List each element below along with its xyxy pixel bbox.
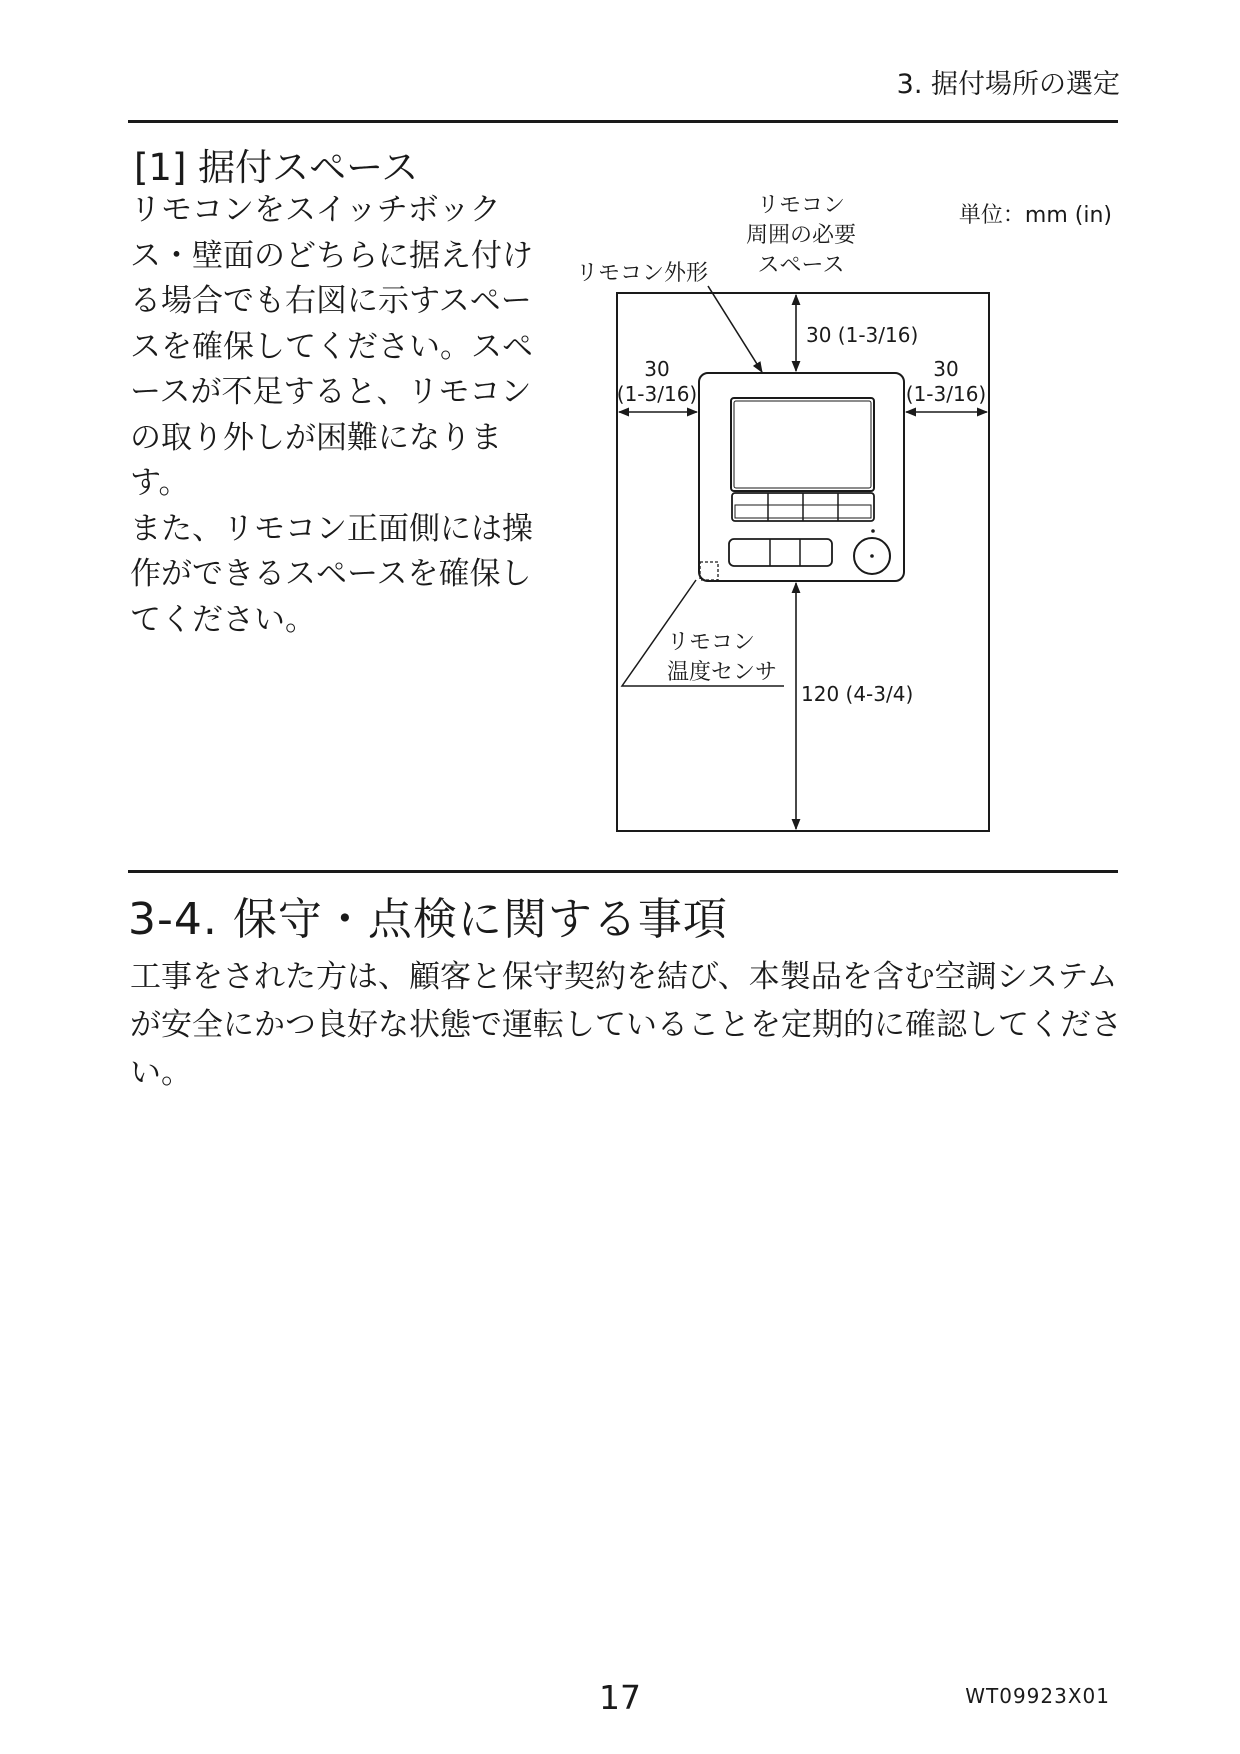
page-number: 17	[599, 1678, 641, 1717]
sensor-label-1: リモコン	[667, 630, 756, 655]
running-header: 3. 据付場所の選定	[896, 69, 1120, 100]
outline-label: リモコン外形	[576, 261, 709, 286]
remote-controller	[699, 373, 904, 581]
maintenance-body: 工事をされた方は、顧客と保守契約を結び、本製品を含む空調システムが安全にかつ良好な状態で運転していることを定期的に確認してください。	[130, 959, 1122, 1091]
install-space-paragraph-2: また、リモコン正面側には操作ができるスペースを確保してください。	[130, 510, 533, 638]
operation-lamp	[871, 529, 875, 533]
required-space-label-2: 周囲の必要	[745, 223, 857, 248]
top-clearance-label: 30 (1-3/16)	[806, 323, 919, 347]
left-clearance-label-2: (1-3/16)	[616, 382, 698, 406]
document-code: WT09923X01	[965, 1684, 1110, 1708]
install-space-paragraph-1: リモコンをスイッチボックス・壁面のどちらに据え付ける場合でも右図に示すスペースを確保してください。スペースが不足すると、リモコンの取り外しが困難になります。	[130, 192, 533, 501]
install-space-heading: [1] 据付スペース	[134, 146, 419, 189]
header-rule	[128, 120, 1118, 123]
clearance-diagram	[560, 185, 1120, 845]
bottom-clearance-label: 120 (4-3/4)	[801, 682, 914, 706]
outline-leader	[708, 286, 762, 372]
control-button-group	[729, 539, 832, 566]
right-clearance-label-1: 30	[933, 357, 959, 381]
section-rule	[128, 870, 1118, 873]
install-space-body	[130, 188, 545, 643]
sensor-label-2: 温度センサ	[667, 660, 778, 685]
power-button-center	[870, 554, 874, 558]
unit-label: 単位：mm (in)	[958, 203, 1112, 228]
right-clearance-label-2: (1-3/16)	[905, 382, 987, 406]
required-space-label-1: リモコン	[756, 193, 846, 218]
required-space-label-3: スペース	[757, 253, 845, 278]
maintenance-heading: 3-4. 保守・点検に関する事項	[128, 894, 728, 945]
lcd-screen	[731, 398, 874, 491]
left-clearance-label-1: 30	[644, 357, 670, 381]
